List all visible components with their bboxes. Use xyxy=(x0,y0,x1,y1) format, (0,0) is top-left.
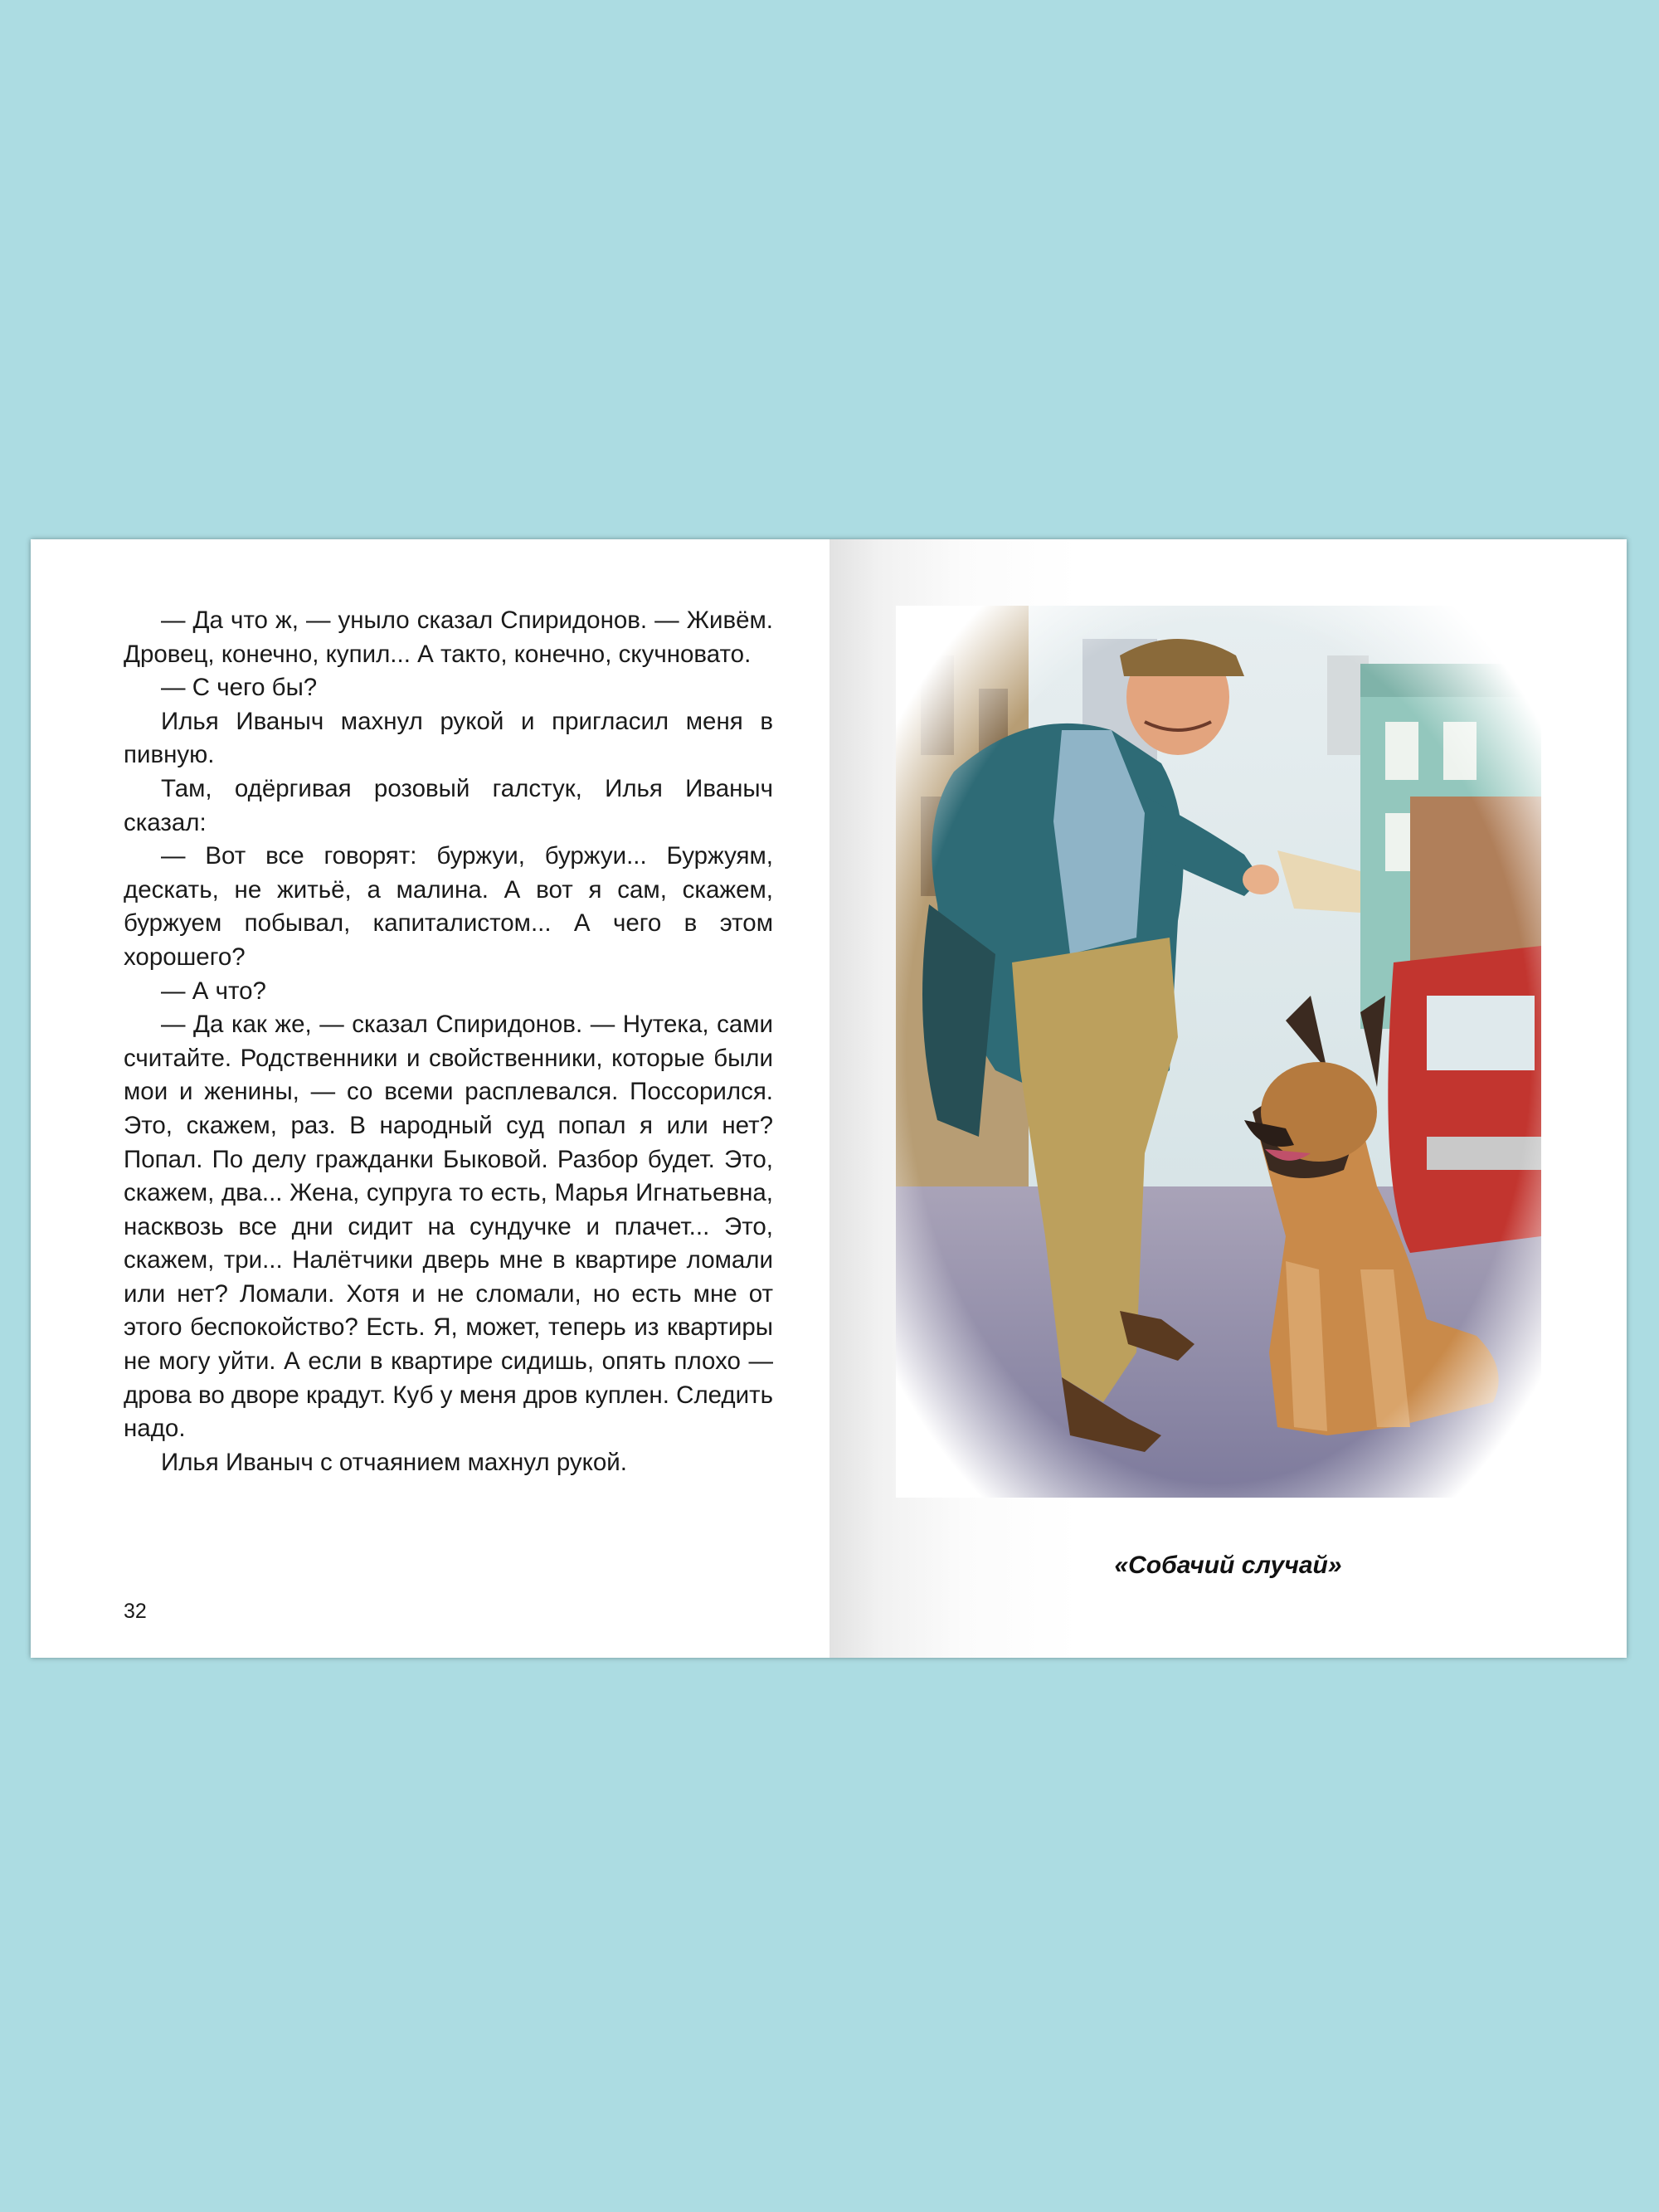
illustration-man-and-dog xyxy=(896,606,1541,1498)
left-page xyxy=(31,539,830,1658)
paragraph: Илья Иваныч махнул рукой и пригласил меня в пивную. xyxy=(124,707,773,769)
open-book-spread xyxy=(31,539,1627,1658)
right-page xyxy=(830,539,1627,1658)
illustration-caption: «Собачий случай» xyxy=(1114,1552,1342,1579)
paragraph: — С чего бы? xyxy=(161,674,318,702)
paragraph: — Вот все говорят: буржуи, буржуи... Буржуям, дескать, не житьё, а малина. А вот я сам, скажем, буржуем побывал, капиталистом... А чего в этом хорошего? xyxy=(124,842,773,971)
paragraph: Илья Иваныч с отчаянием махнул рукой. xyxy=(161,1448,627,1476)
illustration-drawing xyxy=(896,606,1541,1498)
paragraph: — Да что ж, — уныло сказал Спиридонов. — Живём. Дровец, конечно, купил... А такто, конечно, скучновато. xyxy=(124,607,773,668)
paragraph: — А что? xyxy=(161,977,266,1005)
paragraph: Там, одёргивая розовый галстук, Илья Иваныч сказал: xyxy=(124,774,773,836)
story-text xyxy=(124,604,773,1479)
paragraph: — Да как же, — сказал Спиридонов. — Нутека, сами считайте. Родственники и свойственники, которые были мои и женины, — со всеми расплевался. Поссорился. Это, скажем, раз. В народный суд попал я или нет? Попал. По делу гражданки Быковой. Разбор будет. Это, скажем, два... Жена, супруга то есть, Марья Игнатьевна, насквозь все дни сидит на сундучке и плачет... Это, скажем, три... Налётчики дверь мне в квартире ломали или нет? Ломали. Хотя и не сломали, но есть мне от этого беспокойство? Есть. Я, может, теперь из квартиры не могу уйти. А если в квартире сидишь, опять плохо — дрова во дворе крадут. Куб у меня дров куплен. Следить надо. xyxy=(124,1011,773,1443)
page-number: 32 xyxy=(124,1600,147,1623)
